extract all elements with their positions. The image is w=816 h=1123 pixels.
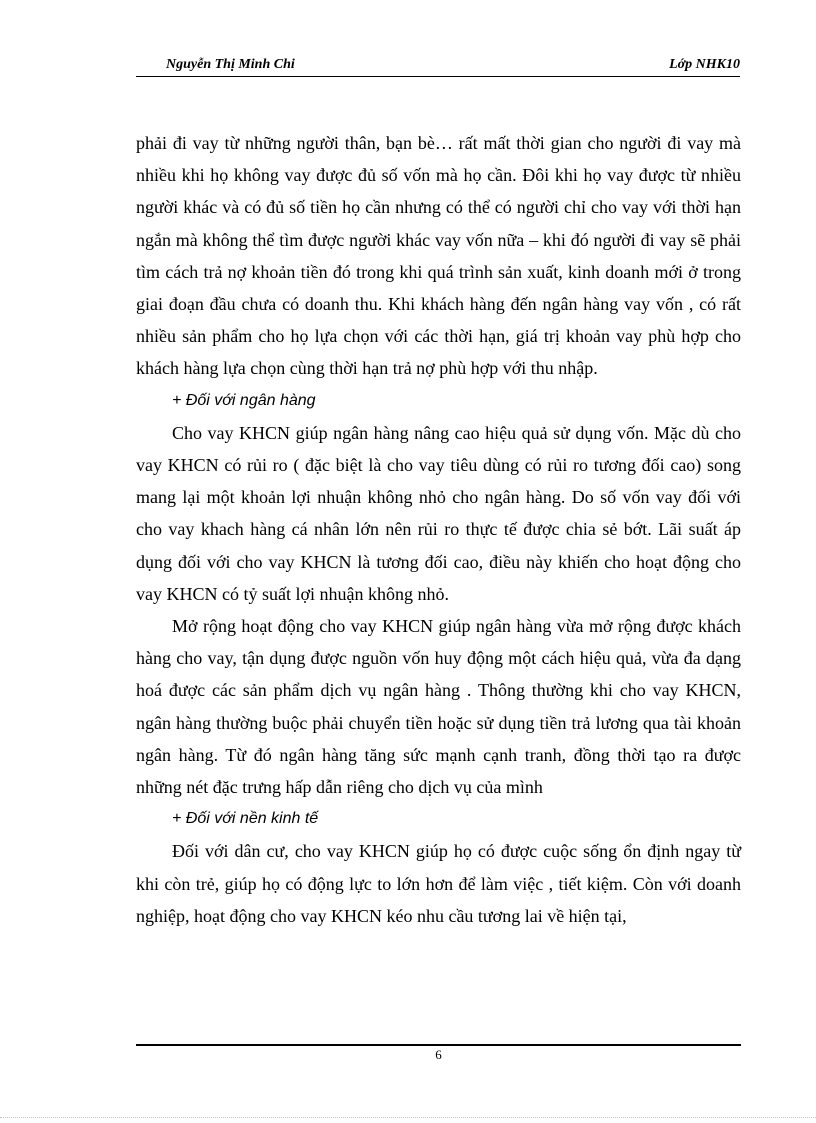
paragraph-4: Đối với dân cư, cho vay KHCN giúp họ có được cuộc sống ổn định ngay từ khi còn trẻ, giúp họ có động lực to lớn hơn để làm việc , tiết kiệm. Còn với doanh nghiệp, hoạt động cho vay KHCN kéo nhu cầu tương lai về hiện tại, (136, 841, 741, 926)
subheading-economy: + Đối với nền kinh tế (172, 810, 319, 828)
header-author: Nguyễn Thị Minh Chi (166, 57, 295, 72)
header-class: Lớp NHK10 (669, 57, 740, 72)
page-number: 6 (435, 1047, 442, 1062)
page-boundary (0, 1117, 816, 1118)
paragraph-2: Cho vay KHCN giúp ngân hàng nâng cao hiệu quả sử dụng vốn. Mặc dù cho vay KHCN có rủi ro ( đặc biệt là cho vay tiêu dùng có rủi ro tương đối cao) song mang lại một khoản lợi nhuận không nhỏ cho ngân hàng. Do số vốn vay đối với cho vay khach hàng cá nhân lớn nên rủi ro thực tế được chia sẻ bớt. Lãi suất áp dụng đối với cho vay KHCN là tương đối cao, điều này khiến cho hoạt động cho vay KHCN có tỷ suất lợi nhuận không nhỏ. (136, 422, 741, 604)
subheading-bank: + Đối với ngân hàng (172, 391, 316, 409)
footer-divider (136, 1044, 741, 1046)
paragraph-1: phải đi vay từ những người thân, bạn bè… rất mất thời gian cho người đi vay mà nhiều khi họ không vay được đủ số vốn mà họ cần. Đôi khi họ vay được từ nhiều người khác và có đủ số tiền họ cần nhưng có thể có người chỉ cho vay với thời hạn ngắn mà không thể tìm được người khác vay vốn nữa – khi đó người đi vay sẽ phải tìm cách trả nợ khoản tiền đó trong khi quá trình sản xuất, kinh doanh mới ở trong giai đoạn đầu chưa có doanh thu. Khi khách hàng đến ngân hàng vay vốn , có rất nhiều sản phẩm cho họ lựa chọn với các thời hạn, giá trị khoản vay phù hợp cho khách hàng lựa chọn cùng thời hạn trả nợ phù hợp với thu nhập. (136, 133, 741, 379)
paragraph-3: Mở rộng hoạt động cho vay KHCN giúp ngân hàng vừa mở rộng được khách hàng cho vay, tận dụng được nguồn vốn huy động một cách hiệu quả, vừa đa dạng hoá được các sản phẩm dịch vụ ngân hàng . Thông thường khi cho vay KHCN, ngân hàng thường buộc phải chuyển tiền hoặc sử dụng tiền trả lương qua tài khoản ngân hàng. Từ đó ngân hàng tăng sức mạnh cạnh tranh, đồng thời tạo ra được những nét đặc trưng hấp dẫn riêng cho dịch vụ của mình (136, 616, 741, 798)
page-header (136, 56, 740, 77)
document-body (136, 127, 741, 932)
